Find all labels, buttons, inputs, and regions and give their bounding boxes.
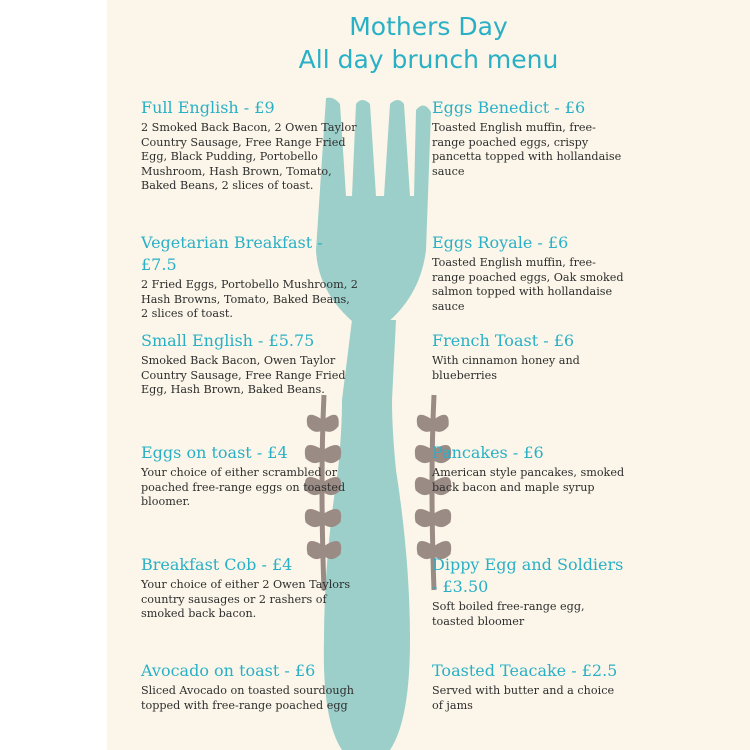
menu-item-full-english bbox=[141, 97, 359, 194]
menu-item-pancakes bbox=[432, 442, 628, 495]
item-description: Smoked Back Bacon, Owen Taylor Country Sausage, Free Range Fried Egg, Hash Brown, Baked Beans. bbox=[141, 354, 346, 396]
item-description: 2 Fried Eggs, Portobello Mushroom, 2 Hash Browns, Tomato, Baked Beans, 2 slices of toast. bbox=[141, 278, 358, 320]
item-description: Toasted English muffin, free-range poached eggs, crispy pancetta topped with hollandaise sauce bbox=[432, 121, 622, 178]
item-name: Pancakes - £6 bbox=[432, 443, 544, 462]
item-name: French Toast - £6 bbox=[432, 331, 575, 350]
item-name: Eggs Royale - £6 bbox=[432, 233, 569, 252]
item-name: Eggs Benedict - £6 bbox=[432, 98, 586, 117]
menu-subtitle: All day brunch menu bbox=[298, 45, 559, 74]
item-name: Dippy Egg and Soldiers - £3.50 bbox=[432, 555, 624, 596]
menu-item-eggs-royale bbox=[432, 232, 628, 314]
item-name: Full English - £9 bbox=[141, 98, 275, 117]
item-description: Your choice of either 2 Owen Taylors country sausages or 2 rashers of smoked back bacon. bbox=[141, 578, 351, 620]
item-name: Vegetarian Breakfast - £7.5 bbox=[141, 233, 323, 274]
item-name: Eggs on toast - £4 bbox=[141, 443, 288, 462]
item-description: 2 Smoked Back Bacon, 2 Owen Taylor Country Sausage, Free Range Fried Egg, Black Pudding, Portobello Mushroom, Hash Brown, Tomato, Baked Beans, 2 slices of toast. bbox=[141, 121, 357, 192]
menu-item-eggs-on-toast bbox=[141, 442, 359, 510]
item-description: Sliced Avocado on toasted sourdough topped with free-range poached egg bbox=[141, 684, 354, 712]
item-name: Small English - £5.75 bbox=[141, 331, 315, 350]
item-description: American style pancakes, smoked back bacon and maple syrup bbox=[432, 466, 625, 494]
menu-item-vegetarian-breakfast bbox=[141, 232, 359, 322]
item-description: Toasted English muffin, free-range poached eggs, Oak smoked salmon topped with hollandaise sauce bbox=[432, 256, 624, 313]
menu-item-eggs-benedict bbox=[432, 97, 628, 179]
item-description: Your choice of either scrambled or poached free-range eggs on toasted bloomer. bbox=[141, 466, 346, 508]
item-name: Breakfast Cob - £4 bbox=[141, 555, 293, 574]
menu-title: Mothers Day bbox=[349, 12, 508, 41]
menu-item-small-english bbox=[141, 330, 359, 398]
item-name: Toasted Teacake - £2.5 bbox=[432, 661, 618, 680]
menu-item-french-toast bbox=[432, 330, 628, 383]
item-description: Soft boiled free-range egg, toasted bloomer bbox=[432, 600, 585, 628]
menu-item-toasted-teacake bbox=[432, 660, 628, 713]
item-description: With cinnamon honey and blueberries bbox=[432, 354, 580, 382]
menu-item-dippy-egg-and-soldiers bbox=[432, 554, 628, 629]
menu-item-breakfast-cob bbox=[141, 554, 359, 622]
item-description: Served with butter and a choice of jams bbox=[432, 684, 615, 712]
menu-item-avocado-on-toast bbox=[141, 660, 359, 713]
item-name: Avocado on toast - £6 bbox=[141, 661, 316, 680]
